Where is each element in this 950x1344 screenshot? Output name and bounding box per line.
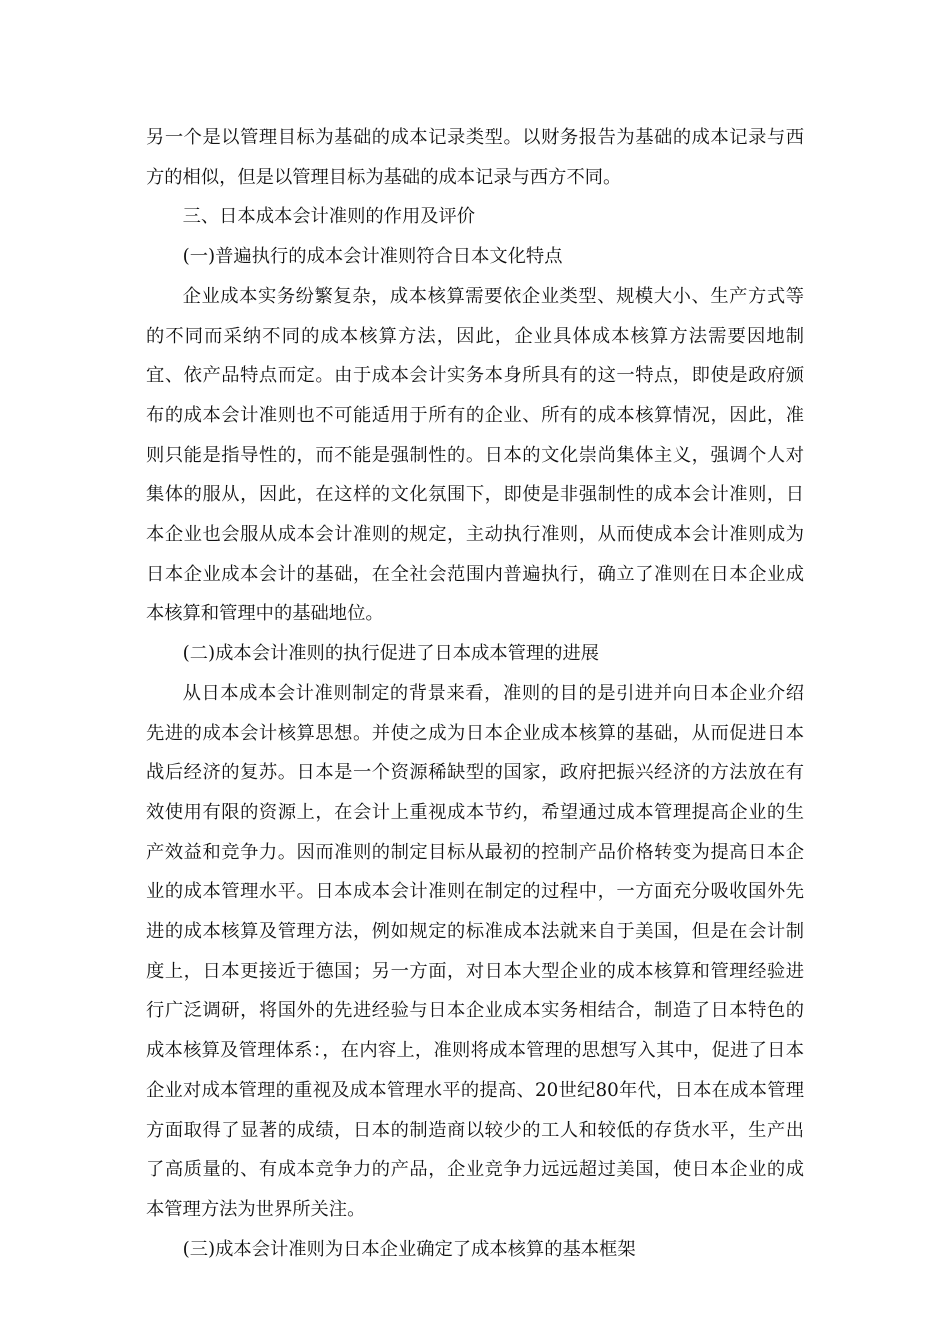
subsection-heading-1: (一)普遍执行的成本会计准则符合日本文化特点 [182,246,563,268]
paragraph-culture: 企业成本实务纷繁复杂，成本核算需要依企业类型、规模大小、生产方式等的不同而采纳不同的成本核算方法，因此，企业具体成本核算方法需要因地制宜、依产品特点而定。由于成本会计实务本身所具有的这一特点，即使是政府颁布的成本会计准则也不可能适用于所有的企业、所有的成本核算情况，因此，准则只能是指导性的，而不能是强制性的。日本的文化崇尚集体主义，强调个人对集体的服从，因此，在这样的文化氛围下，即使是非强制性的成本会计准则，日本企业也会服从成本会计准则的规定，主动执行准则，从而使成本会计准则成为日本企业成本会计的基础，在全社会范围内普遍执行，确立了准则在日本企业成本核算和管理中的基础地位。 [146,285,804,625]
section-heading-3: 三、日本成本会计准则的作用及评价 [182,206,476,228]
subsection-heading-2: (二)成本会计准则的执行促进了日本成本管理的进展 [182,643,600,665]
paragraph-intro: 另一个是以管理目标为基础的成本记录类型。以财务报告为基础的成本记录与西方的相似，但是以管理目标为基础的成本记录与西方不同。 [146,127,804,188]
subsection-heading-3: (三)成本会计准则为日本企业确定了成本核算的基本框架 [182,1238,636,1260]
document-body [146,118,804,1269]
paragraph-management: 从日本成本会计准则制定的背景来看，准则的目的是引进并向日本企业介绍先进的成本会计核算思想。并使之成为日本企业成本核算的基础，从而促进日本战后经济的复苏。日本是一个资源稀缺型的国家，政府把振兴经济的方法放在有效使用有限的资源上，在会计上重视成本节约，希望通过成本管理提高企业的生产效益和竞争力。因而准则的制定目标从最初的控制产品价格转变为提高日本企业的成本管理水平。日本成本会计准则在制定的过程中，一方面充分吸收国外先进的成本核算及管理方法，例如规定的标准成本法就来自于美国，但是在会计制度上，日本更接近于德国；另一方面，对日本大型企业的成本核算和管理经验进行广泛调研，将国外的先进经验与日本企业成本实务相结合，制造了日本特色的成本核算及管理体系：，在内容上，准则将成本管理的思想写入其中，促进了日本企业对成本管理的重视及成本管理水平的提高、20世纪80年代，日本在成本管理方面取得了显著的成绩，日本的制造商以较少的工人和较低的存货水平，生产出了高质量的、有成本竞争力的产品，企业竞争力远远超过美国，使日本企业的成本管理方法为世界所关注。 [146,682,804,1220]
